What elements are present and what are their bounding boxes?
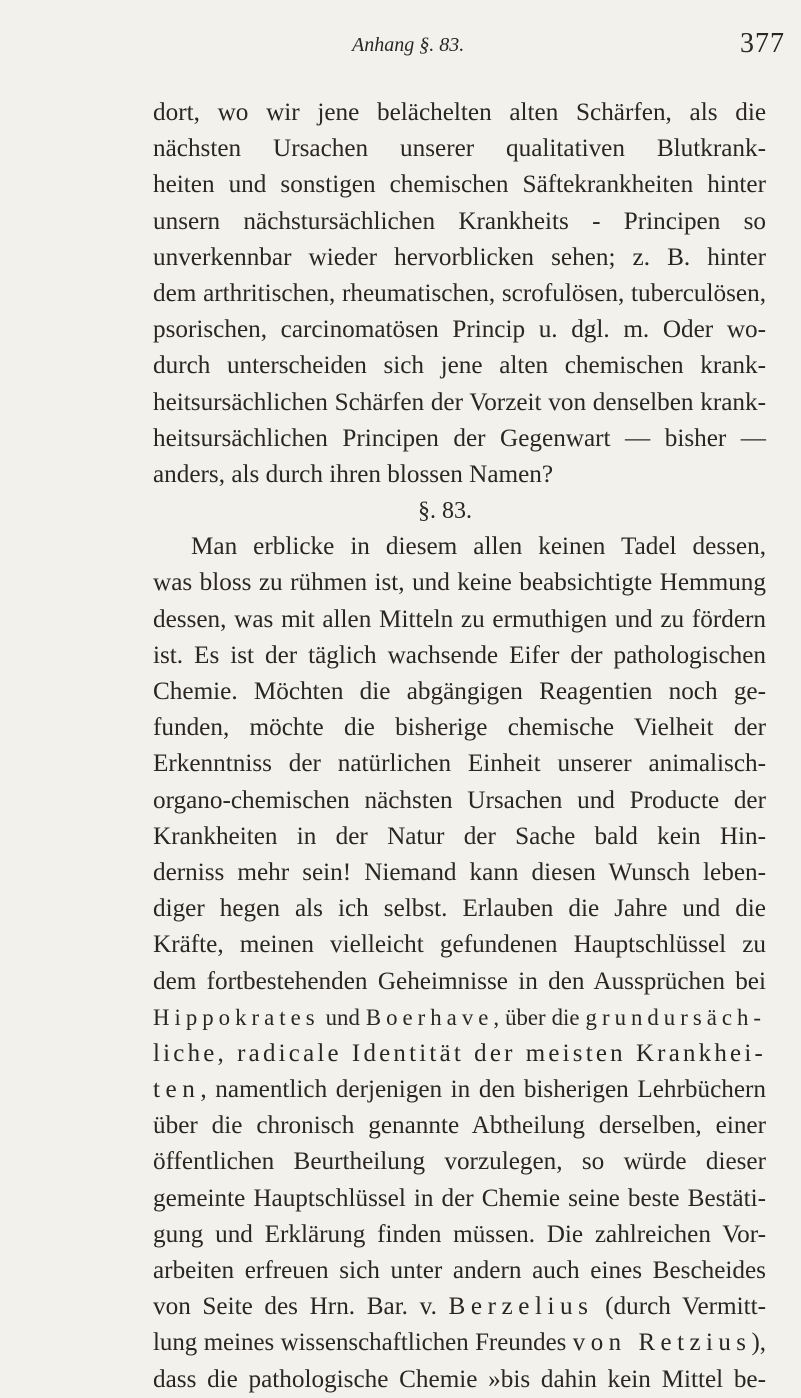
text-line-retzius <box>153 1325 766 1361</box>
text-line-hippokrates <box>153 1000 766 1036</box>
text-line: psorischen, carcinomatösen Princip u. dgl. m. Oder wo- <box>153 316 766 344</box>
text-line: dass die pathologische Chemie »bis dahin kein Mittel be- <box>153 1365 766 1393</box>
name-boerhave: Boerhave <box>365 1004 494 1030</box>
line-fragment: lung meines wissenschaftlichen Freundes <box>153 1329 573 1357</box>
text-line: arbeiten erfreuen sich unter andern auch eines Bescheides <box>153 1257 766 1284</box>
text-line: organo-chemischen nächsten Ursachen und Producte der <box>153 786 766 814</box>
line-fragment: und <box>319 1004 366 1030</box>
page-header <box>0 28 801 68</box>
text-line: Kräfte, meinen vielleicht gefundenen Hauptschlüssel zu <box>153 931 766 959</box>
text-line: gung und Erklärung finden müssen. Die zahlreichen Vor- <box>153 1220 766 1248</box>
text-line <box>153 1072 766 1108</box>
text-line: öffentlichen Beurtheilung vorzulegen, so würde dieser <box>153 1148 766 1176</box>
line-fragment: von Seite des Hrn. Bar. v. <box>153 1293 449 1321</box>
text-line: Erkenntniss der natürlichen Einheit unserer animalisch- <box>153 750 766 778</box>
text-line: ist. Es ist der täglich wachsende Eifer der pathologischen <box>153 641 766 669</box>
name-hippokrates: Hippokrates <box>153 1004 320 1030</box>
running-head: Anhang §. 83. <box>352 34 465 56</box>
text-line: gemeinte Hauptschlüssel in der Chemie seine beste Bestäti- <box>153 1184 766 1212</box>
section-heading: §. 83. <box>418 498 472 525</box>
text-line: was bloss zu rühmen ist, und keine beabsichtigte Hemmung <box>153 569 766 597</box>
text-line: anders, als durch ihren blossen Namen? <box>153 460 554 488</box>
emphasis-text: ten <box>153 1076 201 1104</box>
text-line: über die chronisch genannte Abtheilung derselben, einer <box>153 1112 766 1140</box>
name-retzius: von Retzius <box>572 1329 752 1357</box>
name-berzelius: Berzelius <box>448 1293 594 1321</box>
text-line: dort, wo wir jene belächelten alten Schärfen, als die <box>153 99 766 126</box>
text-line: Krankheiten in der Natur der Sache bald kein Hin- <box>153 822 766 850</box>
text-line: dessen, was mit allen Mitteln zu ermuthigen und zu fördern <box>153 605 766 633</box>
text-line: heiten und sonstigen chemischen Säftekrankheiten hinter <box>153 171 766 199</box>
text-line: Man erblicke in diesem allen keinen Tadel dessen, <box>191 533 766 561</box>
line-fragment: (durch Vermitt- <box>593 1293 766 1321</box>
emphasis-text: grundursäch- <box>585 1004 767 1030</box>
text-line: funden, möchte die bisherige chemische Vielheit der <box>153 714 766 742</box>
text-line: dem arthritischen, rheumatischen, scrofulösen, tuberculösen, <box>153 279 766 307</box>
text-line-emphasis: liche, radicale Identität der meisten Krankhei- <box>153 1039 766 1067</box>
line-fragment: , namentlich derjenigen in den bisherigen Lehrbüchern <box>200 1076 766 1104</box>
text-line: nächsten Ursachen unserer qualitativen Blutkrank- <box>153 135 766 163</box>
text-line: unsern nächstursächlichen Krankheits - Principen so <box>153 207 766 235</box>
text-line-berzelius <box>153 1289 766 1325</box>
text-line: derniss mehr sein! Niemand kann diesen Wunsch leben- <box>153 858 766 886</box>
line-fragment: ), <box>751 1329 766 1357</box>
text-line: Chemie. Möchten die abgängigen Reagentien noch ge- <box>153 678 766 705</box>
text-line: heitsursächlichen Principen der Gegenwart — bisher — <box>153 424 766 452</box>
text-line: diger hegen als ich selbst. Erlauben die Jahre und die <box>153 895 766 923</box>
page-number: 377 <box>740 28 785 59</box>
line-fragment: , über die <box>493 1004 586 1030</box>
text-line: unverkennbar wieder hervorblicken sehen; z. B. hinter <box>153 243 766 271</box>
body-text <box>153 95 766 1398</box>
text-line: dem fortbestehenden Geheimnisse in den Aussprüchen bei <box>153 967 766 995</box>
text-line: heitsursächlichen Schärfen der Vorzeit von denselben krank- <box>153 388 766 416</box>
text-line: durch unterscheiden sich jene alten chemischen krank- <box>153 352 766 380</box>
